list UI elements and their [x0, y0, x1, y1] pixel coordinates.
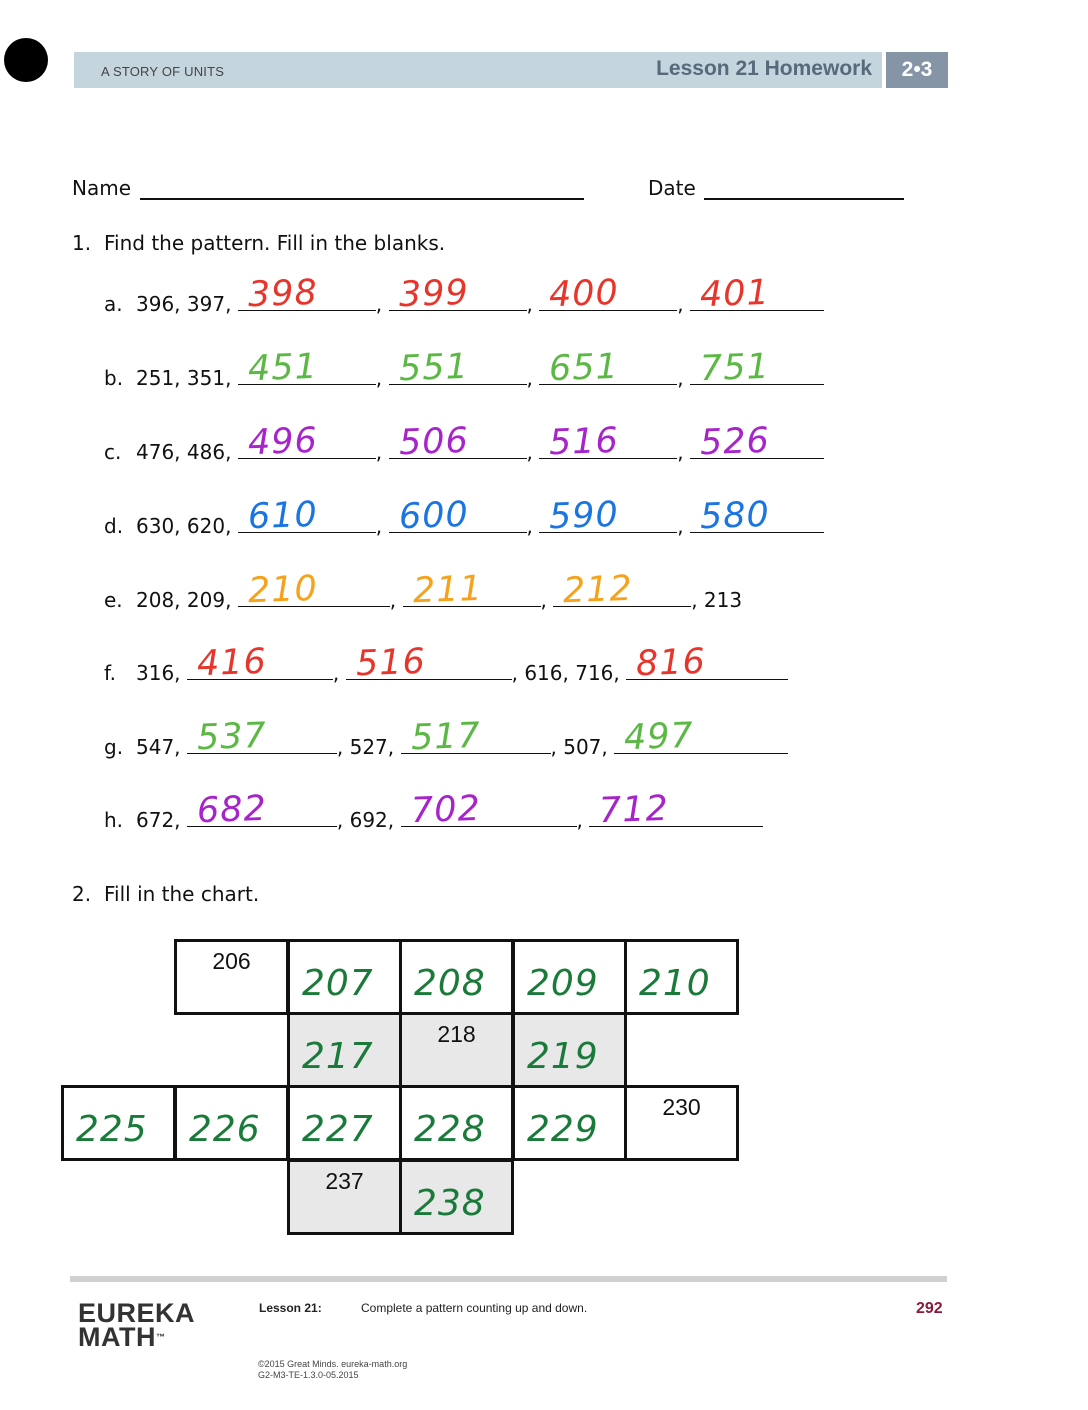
chart-cell[interactable] — [174, 1085, 289, 1161]
pattern-row — [104, 346, 824, 390]
answer-blank[interactable] — [187, 641, 333, 685]
sequence-text: , — [677, 440, 690, 464]
answer-blank[interactable] — [389, 346, 527, 390]
document-code: G2-M3-TE-1.3.0-05.2015 — [258, 1370, 359, 1380]
row-label: g. — [104, 735, 124, 759]
chart-cell — [174, 939, 289, 1015]
copyright: ©2015 Great Minds. eureka-math.org — [258, 1359, 408, 1369]
pattern-row — [104, 788, 763, 832]
sequence-text: , — [375, 514, 389, 538]
series-title: A STORY OF UNITS — [101, 64, 225, 79]
row-label: d. — [104, 514, 124, 538]
problem2-instruction: Fill in the chart. — [104, 882, 260, 906]
sequence-text: , — [677, 514, 690, 538]
given-number: 218 — [437, 1021, 476, 1047]
chart-cell — [624, 1085, 739, 1161]
sequence-text: , 692, — [336, 808, 401, 832]
handwritten-answer: 610 — [247, 494, 319, 538]
answer-blank[interactable] — [346, 641, 512, 685]
handwritten-answer: 751 — [699, 346, 771, 390]
header-banner — [74, 52, 882, 88]
handwritten-answer: 516 — [354, 641, 427, 685]
sequence-text: , — [526, 292, 540, 316]
answer-blank[interactable] — [403, 568, 541, 612]
handwritten-number: 209 — [527, 963, 599, 1004]
problem2-number: 2. — [72, 882, 92, 906]
sequence-text: 672, — [136, 808, 187, 832]
lesson-title: Lesson 21 Homework — [656, 57, 872, 80]
sequence-text: , 507, — [550, 735, 615, 759]
answer-blank[interactable] — [690, 272, 824, 316]
given-number: 230 — [662, 1094, 701, 1120]
handwritten-answer: 416 — [196, 641, 268, 685]
pattern-row — [104, 494, 824, 538]
handwritten-answer: 590 — [548, 494, 620, 538]
handwritten-number: 225 — [76, 1109, 148, 1150]
chart-cell[interactable] — [399, 1159, 514, 1235]
chart-cell[interactable] — [512, 939, 627, 1015]
answer-blank[interactable] — [187, 788, 337, 832]
sequence-text: , — [677, 366, 690, 390]
footer-lesson-description: Complete a pattern counting up and down. — [361, 1301, 588, 1315]
answer-blank[interactable] — [553, 568, 691, 612]
handwritten-answer: 551 — [397, 346, 469, 390]
sequence-text: , — [526, 366, 540, 390]
sequence-text: 208, 209, — [136, 588, 238, 612]
row-label: a. — [104, 292, 123, 316]
handwritten-number: 228 — [414, 1109, 486, 1150]
pattern-row — [104, 272, 824, 316]
chart-cell[interactable] — [61, 1085, 176, 1161]
answer-blank[interactable] — [401, 715, 551, 759]
handwritten-number: 207 — [302, 963, 374, 1004]
pattern-row — [104, 641, 788, 685]
page-number: 292 — [916, 1300, 943, 1317]
row-label: b. — [104, 366, 124, 390]
answer-blank[interactable] — [389, 420, 527, 464]
chart-cell[interactable] — [624, 939, 739, 1015]
handwritten-answer: 580 — [699, 494, 771, 538]
footer-divider — [70, 1276, 947, 1282]
answer-blank[interactable] — [389, 494, 527, 538]
sequence-text: , 527, — [336, 735, 401, 759]
sequence-text: , — [526, 514, 540, 538]
answer-blank[interactable] — [614, 715, 788, 759]
answer-blank[interactable] — [626, 641, 788, 685]
problem1-number: 1. — [72, 231, 92, 255]
handwritten-number: 238 — [414, 1183, 486, 1224]
chart-cell — [399, 1012, 514, 1088]
handwritten-answer: 682 — [196, 788, 268, 832]
name-field[interactable] — [140, 198, 584, 200]
date-label: Date — [648, 176, 696, 200]
sequence-text: , — [375, 292, 389, 316]
handwritten-answer: 496 — [247, 420, 319, 464]
given-number: 206 — [212, 948, 251, 974]
handwritten-answer: 497 — [623, 715, 695, 759]
handwritten-number: 208 — [414, 963, 486, 1004]
footer-lesson-label: Lesson 21: — [259, 1301, 322, 1315]
handwritten-answer: 651 — [548, 346, 620, 390]
handwritten-answer: 400 — [548, 272, 620, 316]
sequence-text: 630, 620, — [136, 514, 238, 538]
answer-blank[interactable] — [690, 420, 824, 464]
chart-cell[interactable] — [512, 1085, 627, 1161]
sequence-text: 396, 397, — [136, 292, 238, 316]
sequence-text: 316, — [136, 661, 187, 685]
handwritten-number: 227 — [302, 1109, 374, 1150]
handwritten-number: 217 — [302, 1036, 374, 1077]
handwritten-number: 210 — [639, 963, 711, 1004]
answer-blank[interactable] — [187, 715, 337, 759]
chart-cell[interactable] — [399, 939, 514, 1015]
handwritten-answer: 702 — [409, 788, 481, 832]
answer-blank[interactable] — [401, 788, 577, 832]
sequence-text: 547, — [136, 735, 187, 759]
grade-module-badge: 2•3 — [886, 52, 948, 88]
row-label: c. — [104, 440, 122, 464]
answer-blank[interactable] — [238, 494, 376, 538]
handwritten-answer: 517 — [409, 715, 481, 759]
pattern-row — [104, 420, 824, 464]
answer-blank[interactable] — [389, 272, 527, 316]
handwritten-number: 229 — [527, 1109, 599, 1150]
answer-blank[interactable] — [539, 420, 677, 464]
answer-blank[interactable] — [238, 420, 376, 464]
chart-cell[interactable] — [287, 939, 402, 1015]
handwritten-answer: 451 — [247, 346, 319, 390]
logo-line2: MATH — [78, 1322, 156, 1352]
logo-trademark: ™ — [155, 1332, 166, 1342]
chart-cell[interactable] — [512, 1012, 627, 1088]
handwritten-answer: 816 — [635, 641, 707, 685]
pattern-row — [104, 568, 743, 612]
answer-blank[interactable] — [690, 346, 824, 390]
sequence-text: , — [332, 661, 346, 685]
handwritten-answer: 526 — [699, 420, 771, 464]
handwritten-answer: 210 — [247, 568, 319, 612]
pattern-row — [104, 715, 788, 759]
answer-blank[interactable] — [238, 346, 376, 390]
answer-blank[interactable] — [539, 346, 677, 390]
logo-line1: EUREKA — [78, 1298, 196, 1328]
sequence-text: 476, 486, — [136, 440, 238, 464]
sequence-text: , 616, 716, — [511, 661, 627, 685]
handwritten-answer: 537 — [196, 715, 268, 759]
sequence-text: , 213 — [691, 588, 743, 612]
sequence-text: , — [389, 588, 403, 612]
hole-punch-dot — [4, 38, 48, 82]
answer-blank[interactable] — [589, 788, 763, 832]
sequence-text: , — [526, 440, 540, 464]
handwritten-number: 219 — [527, 1036, 599, 1077]
name-label: Name — [72, 176, 132, 200]
answer-blank[interactable] — [238, 568, 390, 612]
handwritten-answer: 506 — [397, 420, 469, 464]
handwritten-answer: 212 — [562, 568, 634, 612]
answer-blank[interactable] — [238, 272, 376, 316]
handwritten-answer: 516 — [548, 420, 620, 464]
handwritten-answer: 600 — [397, 494, 469, 538]
date-field[interactable] — [704, 198, 904, 200]
answer-blank[interactable] — [539, 272, 677, 316]
chart-cell[interactable] — [287, 1085, 402, 1161]
chart-cell — [287, 1159, 402, 1235]
given-number: 237 — [325, 1168, 364, 1194]
handwritten-answer: 398 — [247, 272, 319, 316]
row-label: f. — [104, 661, 116, 685]
row-label: h. — [104, 808, 124, 832]
handwritten-answer: 401 — [699, 272, 771, 316]
chart-cell[interactable] — [287, 1012, 402, 1088]
handwritten-answer: 399 — [397, 272, 469, 316]
handwritten-answer: 211 — [411, 568, 483, 612]
eureka-math-logo — [78, 1298, 196, 1352]
answer-blank[interactable] — [539, 494, 677, 538]
sequence-text: , — [576, 808, 590, 832]
sequence-text: 251, 351, — [136, 366, 238, 390]
sequence-text: , — [375, 440, 389, 464]
handwritten-number: 226 — [189, 1109, 261, 1150]
sequence-text: , — [375, 366, 389, 390]
handwritten-answer: 712 — [598, 788, 670, 832]
sequence-text: , — [677, 292, 690, 316]
chart-cell[interactable] — [399, 1085, 514, 1161]
problem1-instruction: Find the pattern. Fill in the blanks. — [104, 231, 446, 255]
answer-blank[interactable] — [690, 494, 824, 538]
row-label: e. — [104, 588, 123, 612]
sequence-text: , — [540, 588, 554, 612]
